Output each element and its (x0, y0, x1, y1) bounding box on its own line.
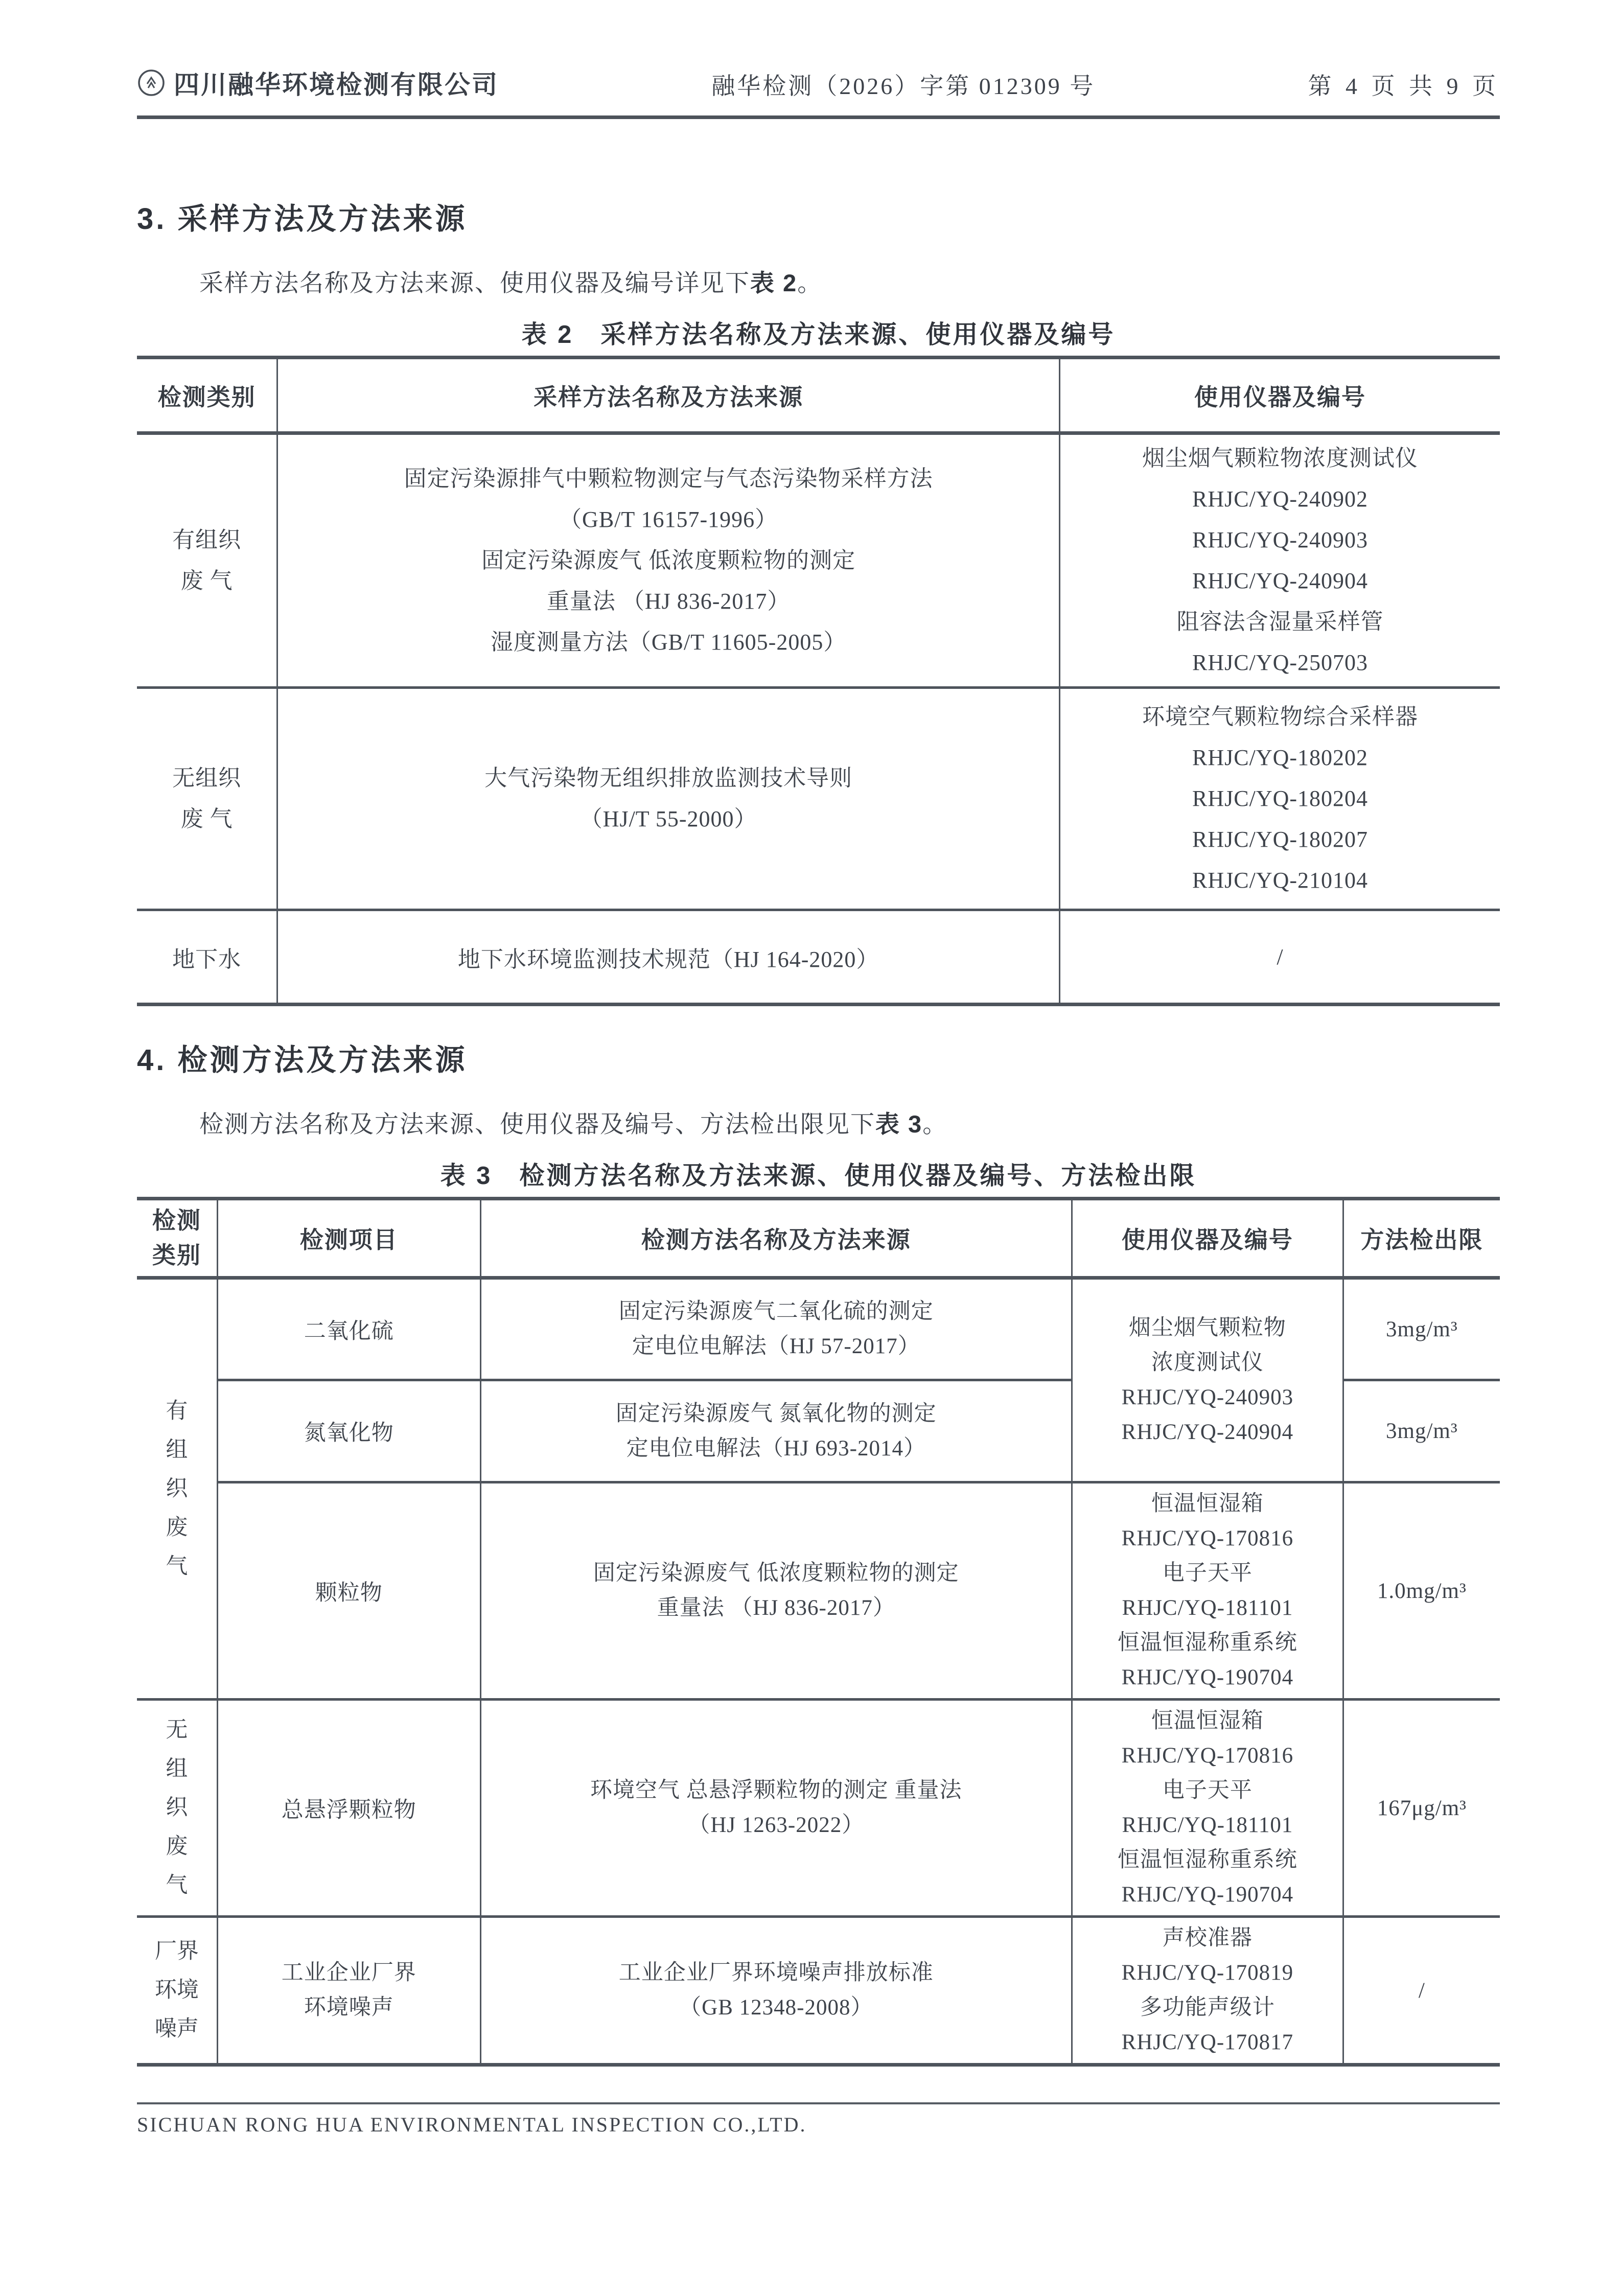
instrument-line: 多功能声级计 (1140, 1996, 1275, 2020)
category-char: 气 (166, 1554, 188, 1579)
instrument-line: RHJC/YQ-181101 (1122, 1596, 1293, 1620)
sampling-methods-table (137, 356, 1500, 1006)
instrument-cell (1060, 688, 1500, 910)
method-line: 固定污染源排气中颗粒物测定与气态污染物采样方法 (404, 466, 933, 491)
item-cell: 二氧化硫 (217, 1278, 480, 1380)
detection-limit-cell: 3mg/m³ (1343, 1380, 1500, 1482)
instrument-cell: / (1060, 910, 1500, 1005)
category-char: 无 (166, 1718, 188, 1742)
detection-methods-table (137, 1197, 1500, 2067)
method-line: 固定污染源废气 低浓度颗粒物的测定 (593, 1561, 959, 1585)
method-cell (480, 1917, 1072, 2065)
intro-text: 采样方法名称及方法来源、使用仪器及编号详见下 (199, 270, 750, 297)
header-line: 类别 (152, 1242, 201, 1268)
category-char: 废 (166, 1835, 188, 1859)
detection-limit-cell: 1.0mg/m³ (1343, 1482, 1500, 1700)
company-header (137, 64, 499, 101)
method-cell (277, 433, 1060, 688)
category-cell (137, 433, 277, 688)
company-seal-icon (137, 68, 166, 97)
table2-header-category: 检测类别 (137, 358, 277, 433)
method-cell: 地下水环境监测技术规范（HJ 164-2020） (277, 910, 1060, 1005)
category-cell-boundary-noise (137, 1917, 217, 2065)
page-indicator: 第 4 页 共 9 页 (1308, 73, 1500, 99)
instrument-line: 恒温恒湿箱 (1151, 1709, 1264, 1733)
instrument-line: 电子天平 (1162, 1778, 1253, 1802)
instrument-line: 恒温恒湿称重系统 (1117, 1631, 1297, 1655)
method-cell (277, 688, 1060, 910)
table3-row-particulate (137, 1482, 1500, 1700)
method-line: 定电位电解法（HJ 57-2017） (632, 1334, 920, 1358)
section3-intro (137, 265, 1500, 302)
table2-row-organized-gas (137, 433, 1500, 688)
category-cell: 地下水 (137, 910, 277, 1005)
instrument-line: RHJC/YQ-180207 (1192, 827, 1369, 852)
instrument-line: 恒温恒湿称重系统 (1117, 1848, 1297, 1872)
item-cell (217, 1917, 480, 2065)
instrument-line: RHJC/YQ-170817 (1121, 2030, 1294, 2054)
method-line: （HJ 1263-2022） (688, 1813, 865, 1837)
item-line: 工业企业厂界 (281, 1961, 416, 1985)
category-char: 废 (166, 1515, 188, 1540)
category-line: 有组织 (172, 527, 242, 552)
method-line: （HJ/T 55-2000） (579, 806, 757, 831)
item-line: 环境噪声 (304, 1996, 394, 2020)
category-char: 气 (166, 1873, 188, 1897)
category-char: 组 (166, 1437, 188, 1462)
category-line: 废 气 (180, 806, 233, 831)
instrument-line: 烟尘烟气颗粒物 (1128, 1316, 1286, 1340)
method-cell (480, 1278, 1072, 1380)
footer-divider (137, 2102, 1500, 2104)
category-line: 环境 (154, 1978, 199, 2002)
category-char: 织 (166, 1476, 188, 1501)
table3-header-instrument: 使用仪器及编号 (1072, 1199, 1343, 1278)
instrument-line: RHJC/YQ-180204 (1192, 786, 1369, 811)
intro-text: 检测方法名称及方法来源、使用仪器及编号、方法检出限见下 (199, 1111, 875, 1138)
method-line: （GB/T 16157-1996） (559, 507, 778, 532)
instrument-cell (1072, 1700, 1343, 1917)
instrument-line: RHJC/YQ-210104 (1192, 868, 1369, 893)
detection-limit-cell: / (1343, 1917, 1500, 2065)
instrument-cell (1072, 1917, 1343, 2065)
instrument-line: 电子天平 (1162, 1561, 1253, 1585)
section3-title: 3. 采样方法及方法来源 (137, 202, 468, 236)
section4-intro (137, 1106, 1500, 1143)
instrument-line: RHJC/YQ-240904 (1121, 1420, 1294, 1444)
instrument-line: RHJC/YQ-170816 (1121, 1744, 1294, 1768)
instrument-line: 声校准器 (1162, 1926, 1253, 1950)
method-line: 湿度测量方法（GB/T 11605-2005） (490, 630, 847, 655)
instrument-line: RHJC/YQ-250703 (1192, 650, 1369, 675)
method-line: 固定污染源废气 氮氧化物的测定 (615, 1401, 937, 1426)
table2-row-fugitive-gas (137, 688, 1500, 910)
category-cell (137, 688, 277, 910)
table3-row-boundary-noise (137, 1917, 1500, 2065)
table3-header-limit: 方法检出限 (1343, 1199, 1500, 1278)
table3-caption: 表 3 检测方法名称及方法来源、使用仪器及编号、方法检出限 (440, 1162, 1197, 1190)
method-cell (480, 1700, 1072, 1917)
method-line: 重量法 （HJ 836-2017） (546, 589, 791, 614)
instrument-line: RHJC/YQ-170816 (1121, 1526, 1294, 1550)
category-line: 无组织 (172, 766, 242, 791)
instrument-line: RHJC/YQ-180202 (1192, 745, 1369, 770)
instrument-line: 烟尘烟气颗粒物浓度测试仪 (1142, 446, 1419, 471)
instrument-line: 恒温恒湿箱 (1151, 1492, 1264, 1516)
method-cell (480, 1380, 1072, 1482)
method-line: 工业企业厂界环境噪声排放标准 (618, 1961, 934, 1985)
instrument-line: 环境空气颗粒物综合采样器 (1142, 704, 1419, 729)
instrument-line: RHJC/YQ-240903 (1192, 527, 1369, 552)
instrument-cell (1060, 433, 1500, 688)
category-char: 有 (166, 1399, 188, 1423)
category-line: 噪声 (154, 2017, 199, 2041)
method-line: 定电位电解法（HJ 693-2014） (626, 1436, 926, 1460)
footer-company-name: SICHUAN RONG HUA ENVIRONMENTAL INSPECTION CO.,LTD. (137, 2113, 807, 2136)
table2-header-method: 采样方法名称及方法来源 (277, 358, 1060, 433)
table3-row-tsp (137, 1700, 1500, 1917)
category-line: 废 气 (180, 568, 233, 593)
table3-row-so2 (137, 1278, 1500, 1380)
instrument-line: RHJC/YQ-240902 (1192, 486, 1369, 512)
item-cell: 颗粒物 (217, 1482, 480, 1700)
instrument-line: RHJC/YQ-240903 (1121, 1385, 1294, 1409)
method-line: 重量法 （HJ 836-2017） (657, 1596, 895, 1620)
section4-title: 4. 检测方法及方法来源 (137, 1043, 468, 1077)
instrument-line: RHJC/YQ-190704 (1121, 1665, 1294, 1689)
category-char: 组 (166, 1757, 188, 1781)
table3-header-row (137, 1199, 1500, 1278)
table2-row-groundwater (137, 910, 1500, 1005)
item-cell: 总悬浮颗粒物 (217, 1700, 480, 1917)
header-line: 检测 (152, 1208, 201, 1234)
instrument-cell (1072, 1482, 1343, 1700)
detection-limit-cell: 167μg/m³ (1343, 1700, 1500, 1917)
instrument-line: 阻容法含湿量采样管 (1176, 609, 1384, 634)
category-line: 厂界 (154, 1939, 199, 1963)
company-name: 四川融华环境检测有限公司 (174, 71, 499, 99)
category-char: 织 (166, 1796, 188, 1820)
instrument-line: 浓度测试仪 (1151, 1351, 1264, 1375)
instrument-cell (1072, 1278, 1343, 1482)
category-cell-organized-gas (137, 1278, 217, 1700)
intro-period: 。 (922, 1111, 948, 1138)
instrument-line: RHJC/YQ-190704 (1121, 1883, 1294, 1907)
intro-period: 。 (797, 270, 823, 297)
table2-reference: 表 2 (750, 269, 798, 296)
table3-header-category (137, 1199, 217, 1278)
header-divider (137, 115, 1500, 119)
item-cell: 氮氧化物 (217, 1380, 480, 1482)
method-line: （GB 12348-2008） (679, 1996, 873, 2020)
method-line: 大气污染物无组织排放监测技术导则 (484, 766, 853, 791)
instrument-line: RHJC/YQ-181101 (1122, 1813, 1293, 1837)
instrument-line: RHJC/YQ-240904 (1192, 568, 1369, 593)
table2-caption: 表 2 采样方法名称及方法来源、使用仪器及编号 (521, 321, 1116, 349)
method-line: 环境空气 总悬浮颗粒物的测定 重量法 (590, 1778, 962, 1802)
instrument-line: RHJC/YQ-170819 (1121, 1961, 1294, 1985)
method-cell (480, 1482, 1072, 1700)
table3-reference: 表 3 (875, 1110, 923, 1138)
method-line: 固定污染源废气 低浓度颗粒物的测定 (481, 548, 856, 573)
page-content (137, 0, 1500, 2137)
detection-limit-cell: 3mg/m³ (1343, 1278, 1500, 1380)
table3-header-method: 检测方法名称及方法来源 (480, 1199, 1072, 1278)
category-cell-fugitive-gas (137, 1700, 217, 1917)
page-header (137, 0, 1500, 101)
document-number: 融华检测（2026）字第 012309 号 (711, 73, 1096, 99)
table2-header-instrument: 使用仪器及编号 (1060, 358, 1500, 433)
table3-header-item: 检测项目 (217, 1199, 480, 1278)
method-line: 固定污染源废气二氧化硫的测定 (618, 1300, 934, 1324)
table2-header-row (137, 358, 1500, 433)
